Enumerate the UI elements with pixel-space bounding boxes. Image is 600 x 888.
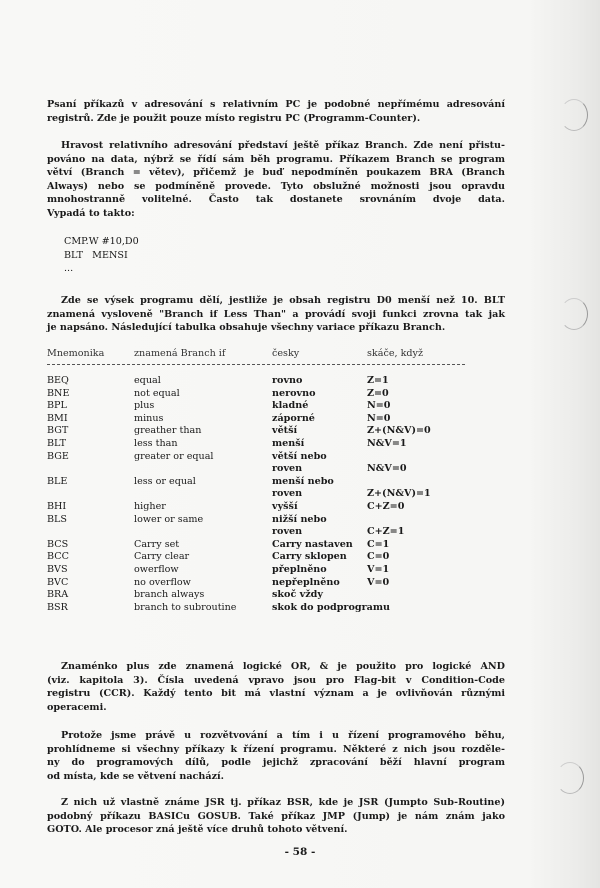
cell-meaning: lower or same — [134, 513, 204, 525]
header-czech: česky — [272, 348, 300, 359]
table-header — [47, 348, 517, 362]
cell-mnemonic: BGT — [47, 425, 69, 437]
cell-mnemonic: BVC — [47, 576, 69, 588]
cell-mnemonic: BGE — [47, 450, 69, 462]
cell-czech: Carry sklopen — [272, 551, 347, 563]
cell-mnemonic: BHI — [47, 500, 67, 512]
page-number: - 58 - — [284, 846, 316, 858]
cell-condition: N&V=1 — [367, 437, 407, 449]
cell-czech: roven — [272, 488, 303, 500]
paragraph-blt-explanation — [47, 294, 505, 335]
cell-meaning: equal — [134, 375, 161, 386]
code-line: ... — [64, 263, 74, 274]
cell-meaning: Carry clear — [134, 551, 190, 563]
cell-condition: Z+(N&V)=0 — [367, 425, 431, 437]
cell-meaning: less or equal — [134, 475, 196, 487]
table-row — [47, 388, 517, 401]
text-line: operacemi. — [47, 701, 107, 713]
header-divider — [47, 364, 465, 365]
cell-condition: N=0 — [367, 400, 391, 412]
table-row — [47, 476, 517, 489]
cell-czech: skoč vždy — [272, 589, 323, 601]
cell-czech: větší — [272, 425, 298, 437]
punch-hole-mark — [560, 298, 588, 330]
cell-condition: Z+(N&V)=1 — [367, 488, 431, 500]
cell-mnemonic: BLE — [47, 475, 68, 487]
paragraph-branch-intro — [47, 139, 505, 221]
cell-czech: menší — [272, 437, 305, 449]
cell-czech: vyšší — [272, 500, 298, 512]
cell-mnemonic: BVS — [47, 563, 68, 575]
header-mnemonic: Mnemonika — [47, 348, 105, 359]
text-line: Hravost relativního adresování představí ještě příkaz Branch. Zde není přistu- — [61, 140, 505, 151]
table-row — [47, 564, 517, 577]
table-row — [47, 488, 517, 501]
text-line: registru (CCR). Každý tento bit má vlastní význam a je ovlivňován různými — [47, 688, 505, 700]
cell-meaning: less than — [134, 437, 178, 449]
header-meaning: znamená Branch if — [134, 348, 226, 359]
text-line: Psaní příkazů v adresování s relativním PC je podobné nepřímému adresování — [47, 99, 505, 110]
paragraph-relative-pc — [47, 98, 505, 125]
cell-meaning: not equal — [134, 387, 180, 399]
text-line: Zde se výsek programu dělí, jestliže je obsah registru D0 menší než 10. BLT — [61, 295, 505, 306]
cell-condition: C=0 — [367, 551, 390, 563]
text-line: registrů. Zde je použit pouze místo registru PC (Programm-Counter). — [47, 112, 421, 124]
code-example — [64, 235, 139, 276]
cell-meaning: branch to subroutine — [134, 601, 237, 613]
cell-czech: nižší nebo — [272, 513, 327, 525]
paragraph-flags — [47, 660, 505, 714]
text-line: Always) nebo se podmíněně provede. Tyto obslužné možnosti jsou opravdu — [47, 180, 505, 192]
paragraph-jsr-jmp — [47, 796, 505, 837]
text-line: podobný příkazu BASICu GOSUB. Také příkaz JMP (Jump) je nám znám jako — [47, 810, 505, 822]
cell-condition: Z=1 — [367, 375, 389, 386]
text-line: ny do programových dílů, podle jejichž zpracování běží hlavní program — [47, 757, 505, 769]
cell-mnemonic: BSR — [47, 601, 68, 613]
table-row — [47, 463, 517, 476]
cell-mnemonic: BLT — [47, 437, 67, 449]
cell-mnemonic: BLS — [47, 513, 67, 525]
text-line: je napsáno. Následující tabulka obsahuje všechny variace příkazu Branch. — [47, 322, 446, 334]
cell-condition: C=1 — [367, 538, 390, 550]
cell-czech: nepřeplněno — [272, 576, 340, 588]
cell-mnemonic: BEQ — [47, 375, 69, 386]
cell-mnemonic: BRA — [47, 589, 69, 601]
code-line: BLT MENSI — [64, 249, 128, 261]
code-line: CMP.W #10,D0 — [64, 236, 139, 247]
table-row — [47, 375, 517, 388]
cell-czech: kladné — [272, 400, 309, 412]
table-row — [47, 451, 517, 464]
text-line: od místa, kde se větvení nachází. — [47, 770, 225, 782]
table-row — [47, 539, 517, 552]
cell-czech: větší nebo — [272, 450, 327, 462]
cell-mnemonic: BCC — [47, 551, 69, 563]
cell-mnemonic: BNE — [47, 387, 70, 399]
table-row — [47, 551, 517, 564]
text-line: větví (Branch = větev), přičemž je buď nepodmíněn poukazem BRA (Branch — [47, 167, 505, 179]
text-line: Vypadá to takto: — [47, 207, 135, 219]
table-body — [47, 375, 517, 614]
table-row — [47, 501, 517, 514]
text-line: Znaménko plus zde znamená logické OR, & je použito pro logické AND — [61, 661, 505, 672]
table-row — [47, 438, 517, 451]
cell-meaning: minus — [134, 412, 164, 424]
table-row — [47, 514, 517, 527]
table-row — [47, 602, 517, 615]
text-line: znamená vysloveně "Branch if Less Than" a provádí svoji funkci zrovna tak jak — [47, 308, 505, 320]
cell-condition: N=0 — [367, 412, 391, 424]
table-row — [47, 400, 517, 413]
cell-czech: skok do podprogramu — [272, 601, 390, 613]
text-line: pováno na data, nýbrž se řídí sám běh programu. Příkazem Branch se program — [47, 153, 505, 165]
cell-meaning: owerflow — [134, 563, 179, 575]
cell-meaning: no overflow — [134, 576, 191, 588]
cell-czech: menší nebo — [272, 475, 334, 487]
cell-czech: přeplněno — [272, 563, 327, 575]
punch-hole-mark — [560, 99, 588, 131]
paragraph-program-control — [47, 729, 505, 783]
cell-meaning: higher — [134, 500, 166, 512]
cell-meaning: Carry set — [134, 538, 180, 550]
cell-meaning: plus — [134, 400, 155, 412]
cell-meaning: greater or equal — [134, 450, 214, 462]
cell-czech: záporné — [272, 412, 315, 424]
cell-condition: N&V=0 — [367, 463, 407, 475]
text-line: mnohostranně volitelné. Často tak dostanete srovnáním dvoje data. — [47, 194, 505, 206]
table-row — [47, 577, 517, 590]
cell-meaning: branch always — [134, 589, 205, 601]
header-condition: skáče, když — [367, 348, 424, 359]
table-row — [47, 413, 517, 426]
cell-czech: roven — [272, 463, 303, 475]
cell-condition: V=0 — [367, 576, 390, 588]
text-line: (viz. kapitola 3). Čísla uvedená vpravo jsou pro Flag-bit v Condition-Code — [47, 674, 505, 686]
cell-mnemonic: BCS — [47, 538, 69, 550]
branch-table — [47, 348, 517, 613]
punch-hole-mark — [556, 762, 584, 794]
table-row — [47, 425, 517, 438]
text-line: Z nich už vlastně známe JSR tj. příkaz BSR, kde je JSR (Jumpto Sub-Routine) — [61, 797, 505, 808]
cell-condition: C+Z=1 — [367, 526, 405, 538]
cell-mnemonic: BPL — [47, 400, 67, 412]
text-line: GOTO. Ale procesor zná ještě více druhů tohoto větvení. — [47, 824, 348, 836]
cell-czech: nerovno — [272, 387, 316, 399]
table-row — [47, 526, 517, 539]
cell-meaning: greather than — [134, 425, 202, 437]
text-line: Protože jsme právě u rozvětvování a tím i u řízení programového běhu, — [61, 730, 505, 741]
cell-condition: V=1 — [367, 563, 390, 575]
cell-condition: C+Z=0 — [367, 500, 405, 512]
cell-czech: roven — [272, 526, 303, 538]
table-row — [47, 589, 517, 602]
cell-condition: Z=0 — [367, 387, 389, 399]
text-line: prohlídneme si všechny příkazy k řízení programu. Některé z nich jsou rozděle- — [47, 743, 505, 755]
cell-mnemonic: BMI — [47, 412, 68, 424]
cell-czech: rovno — [272, 375, 303, 386]
cell-czech: Carry nastaven — [272, 538, 353, 550]
